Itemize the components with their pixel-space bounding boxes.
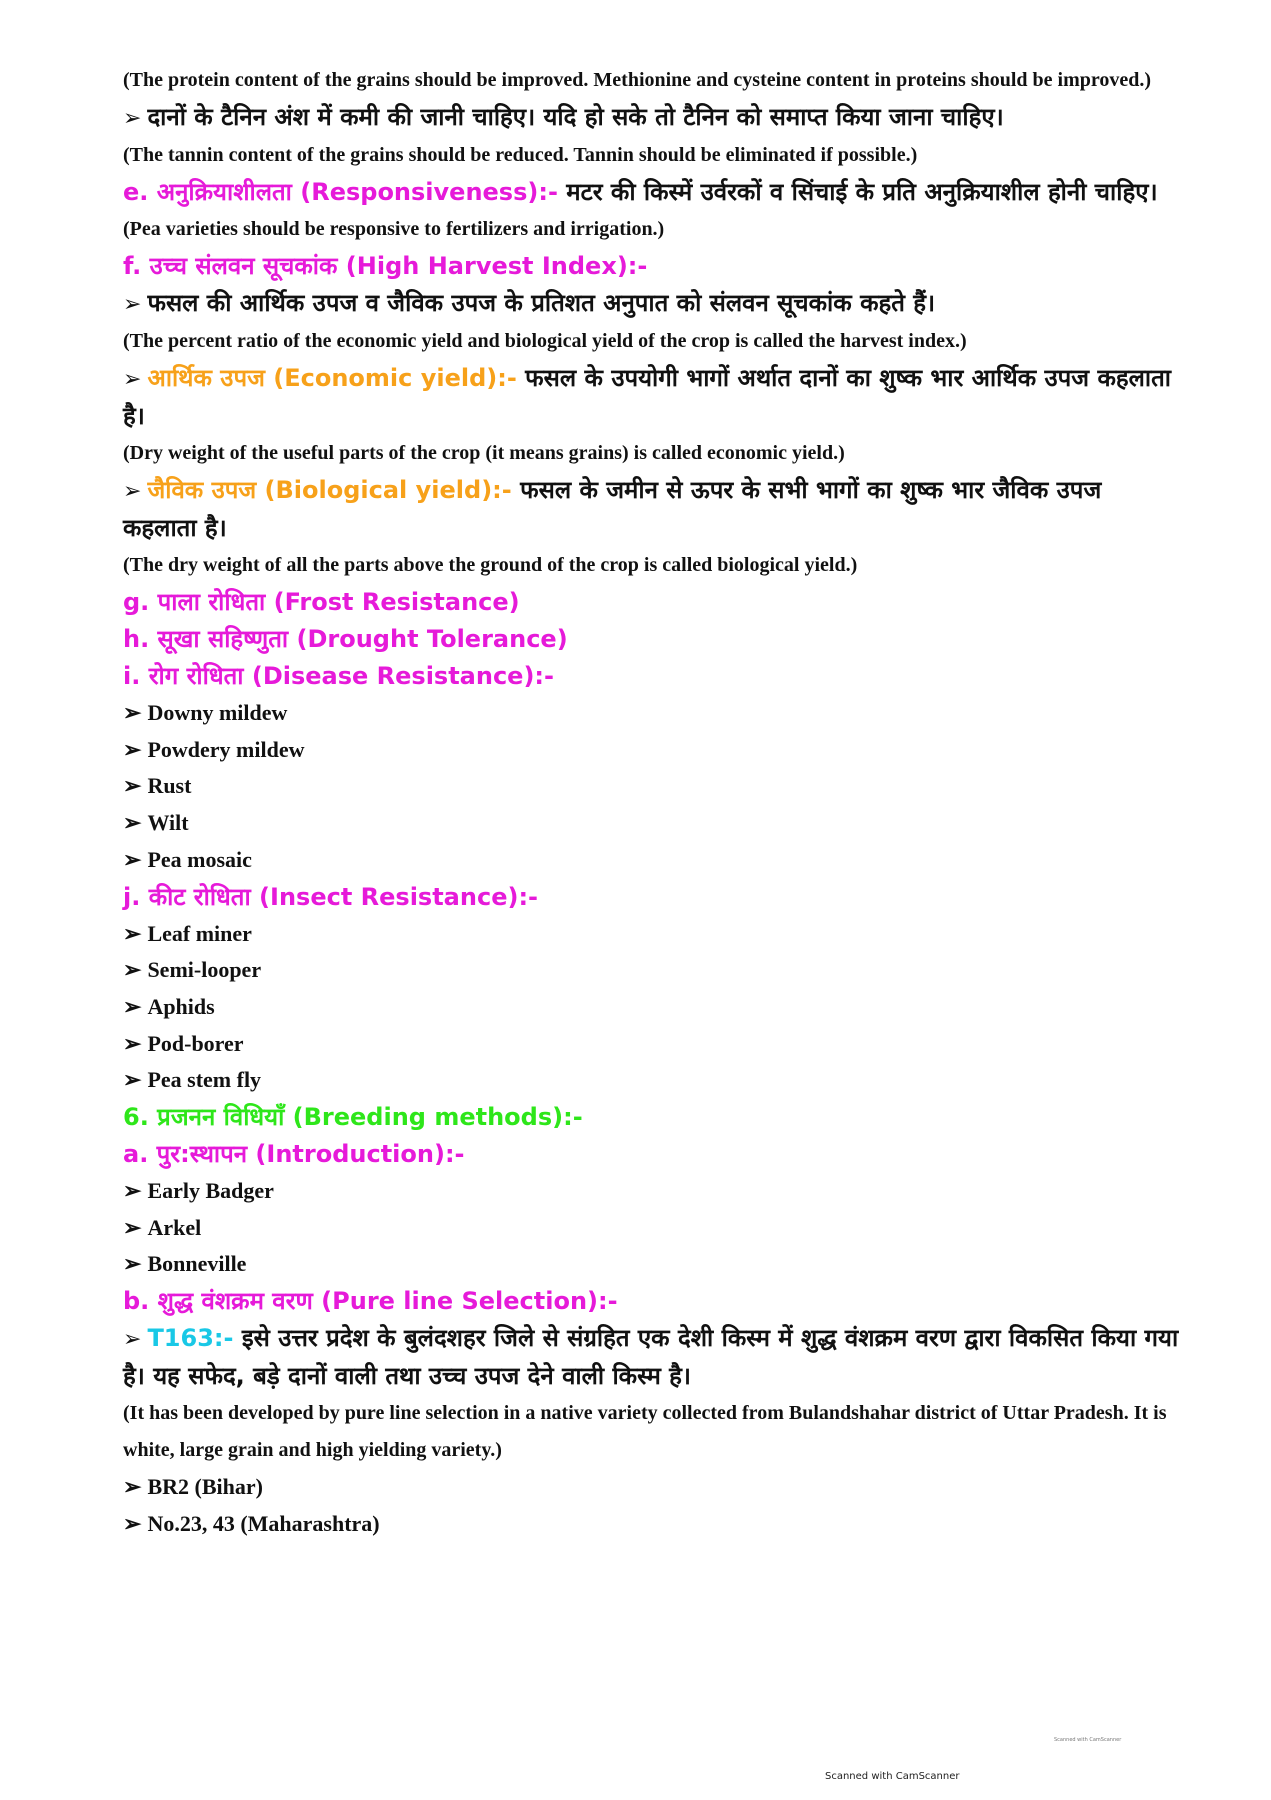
list-item: ➢ Downy mildew [123,700,288,725]
introduction-heading: a. पुर:स्थापन (Introduction):- [123,1140,465,1169]
breeding-methods-heading: 6. प्रजनन विधियाँ (Breeding methods):- [123,1103,583,1132]
economic-yield-para: ➢ आर्थिक उपज (Economic yield):- फसल के उपयोगी भागों अर्थात दानों का शुष्क भार आर्थिक उपज कहलाता है। [123,364,1172,430]
scanner-watermark: Scanned with CamScanner [825,1771,960,1782]
list-item: ➢ Early Badger [123,1178,274,1204]
harvest-index-eng: (The percent ratio of the economic yield and biological yield of the crop is called the harvest index.) [123,330,967,352]
biological-yield-eng: (The dry weight of all the parts above the ground of the crop is called biological yield.) [123,554,858,576]
insect-list [123,916,1183,1100]
list-item: ➢ Pod-borer [123,1030,244,1056]
introduction-list [123,1173,1183,1283]
list-item: ➢ Arkel [123,1214,202,1240]
t163-label: T163:- [147,1324,234,1353]
harvest-index-hindi: ➢ फसल की आर्थिक उपज व जैविक उपज के प्रतिशत अनुपात को संलवन सूचकांक कहते हैं। [123,289,936,317]
list-item: ➢ No.23, 43 (Maharashtra) [123,1510,380,1536]
pure-line-list [123,1469,1183,1542]
protein-eng-note: (The protein content of the grains should be improved. Methionine and cysteine content in proteins should be improved.) [123,69,1152,91]
economic-yield-eng: (Dry weight of the useful parts of the crop (it means grains) is called economic yield.) [123,442,845,464]
t163-para: ➢ T163:- इसे उत्तर प्रदेश के बुलंदशहर जिले से संग्रहित एक देशी किस्म में शुद्ध वंशक्रम वरण द्वारा विकसित किया गया है। यह सफेद, बड़े दानों वाली तथा उच्च उपज देने वाली किस्म है। [123,1324,1179,1391]
responsiveness-eng: (Pea varieties should be responsive to fertilizers and irrigation.) [123,218,665,240]
disease-resistance-heading: i. रोग रोधिता (Disease Resistance):- [123,662,554,690]
frost-resistance-heading: g. पाला रोधिता (Frost Resistance) [123,588,520,616]
tannin-hindi: ➢ दानों के टैनिन अंश में कमी की जानी चाहिए। यदि हो सके तो टैनिन को समाप्त किया जाना चाहिए। [123,103,1004,131]
responsiveness-heading: e. अनुक्रियाशीलता (Responsiveness):- [123,178,558,206]
list-item: ➢ Rust [123,773,192,799]
biological-yield-heading: जैविक उपज (Biological yield):- [147,476,512,504]
list-item: ➢ Bonneville [123,1251,247,1277]
list-item: ➢ Powdery mildew [123,736,305,762]
scanner-watermark-small: Scanned with CamScanner [1054,1737,1122,1743]
list-item: ➢ Wilt [123,810,189,836]
harvest-index-heading: f. उच्च संलवन सूचकांक (High Harvest Index):- [123,252,648,280]
list-item: ➢ Aphids [123,993,215,1019]
biological-yield-para: ➢ जैविक उपज (Biological yield):- फसल के जमीन से ऊपर के सभी भागों का शुष्क भार जैविक उपज कहलाता है। [123,476,1102,542]
drought-tolerance-heading: h. सूखा सहिष्णुता (Drought Tolerance) [123,625,568,653]
economic-yield-heading: आर्थिक उपज (Economic yield):- [147,364,517,392]
list-item: ➢ Semi-looper [123,957,262,983]
list-item: ➢ Leaf miner [123,920,252,946]
list-item: ➢ Pea stem fly [123,1067,262,1093]
tannin-eng: (The tannin content of the grains should be reduced. Tannin should be eliminated if possible.) [123,144,918,166]
responsiveness-para: e. अनुक्रियाशीलता (Responsiveness):- मटर की किस्में उर्वरकों व सिंचाई के प्रति अनुक्रियाशील होनी चाहिए। [123,178,1158,206]
insect-resistance-heading: j. कीट रोधिता (Insect Resistance):- [123,882,538,911]
document-page [123,62,1183,1543]
pure-line-selection-heading: b. शुद्ध वंशक्रम वरण (Pure line Selection):- [123,1287,618,1316]
t163-eng: (It has been developed by pure line selection in a native variety collected from Bulandshahar district of Uttar Pradesh. It is white, large grain and high yielding variety.) [123,1402,1167,1462]
disease-list [123,695,1183,879]
list-item: ➢ Pea mosaic [123,846,252,872]
list-item: ➢ BR2 (Bihar) [123,1474,263,1500]
